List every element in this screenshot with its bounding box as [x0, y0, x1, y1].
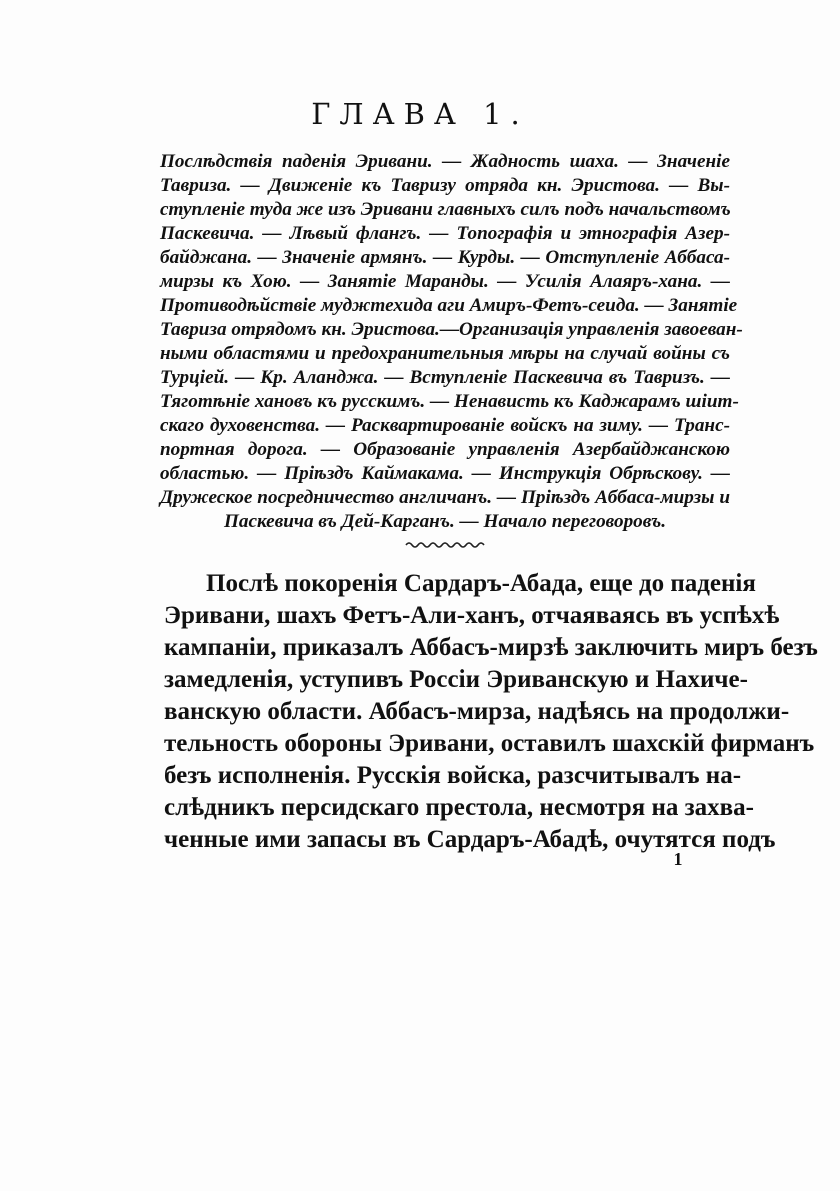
summary-line: Турціей. — Кр. Аланджа. — Вступленіе Паскевича въ Тавризъ. —: [160, 367, 730, 388]
summary-line: Паскевича въ Дей-Карганъ. — Начало переговоровъ.: [223, 511, 666, 532]
body-line: кампаніи, приказалъ Аббасъ-мирзѣ заключить миръ безъ: [164, 634, 818, 661]
body-line: Эривани, шахъ Фетъ-Али-ханъ, отчаяваясь въ успѣхѣ: [164, 602, 780, 629]
summary-line: портная дорога. — Образованіе управленія Азербайджанскою: [160, 439, 730, 460]
body-text: [164, 568, 818, 856]
summary-line: Послѣдствія паденія Эривани. — Жадность шаха. — Значеніе: [160, 151, 730, 172]
chapter-summary: [160, 150, 743, 534]
body-line: тельность обороны Эривани, оставилъ шахскій фирманъ: [164, 730, 815, 757]
body-line: ванскую области. Аббасъ-мирза, надѣясь на продолжи-: [164, 698, 790, 725]
page-number: 1: [673, 849, 683, 869]
summary-line: ступленіе туда же изъ Эривани главныхъ силъ подъ начальствомъ: [160, 199, 731, 220]
ornament-divider: [404, 538, 486, 552]
body-line: замедленія, уступивъ Россіи Эриванскую и Нахиче-: [164, 666, 748, 693]
summary-line: ными областями и предохранительныя мѣры на случай войны съ: [160, 343, 730, 364]
summary-line: Тяготѣніе хановъ къ русскимъ. — Ненависть къ Каджарамъ шіит-: [160, 391, 739, 412]
summary-line: байджана. — Значеніе армянъ. — Курды. — Отступленіе Аббаса-: [160, 247, 730, 268]
chapter-title: ГЛАВА 1.: [311, 97, 529, 131]
summary-line: скаго духовенства. — Расквартированіе войскъ на зиму. — Транс-: [160, 415, 730, 436]
summary-line: Тавриза отрядомъ кн. Эристова.—Организація управленія завоеван-: [160, 319, 743, 340]
summary-line: мирзы къ Хою. — Занятіе Маранды. — Усилія Алаяръ-хана. —: [160, 271, 730, 292]
body-line: слѣдникъ персидскаго престола, несмотря на захва-: [164, 794, 754, 821]
body-line: ченные ими запасы въ Сардаръ-Абадѣ, очутятся подъ: [164, 826, 776, 853]
body-line: безъ исполненія. Русскія войска, разсчитывалъ на-: [164, 762, 742, 789]
body-line: Послѣ покоренія Сардаръ-Абада, еще до паденія: [206, 570, 756, 597]
summary-line: Тавриза. — Движеніе къ Тавризу отряда кн. Эристова. — Вы-: [160, 175, 730, 196]
summary-line: Противодѣйствіе муджтехида аги Амиръ-Фетъ-сеида. — Занятіе: [160, 295, 738, 316]
summary-line: Дружеское посредничество англичанъ. — Пріѣздъ Аббаса-мирзы и: [160, 487, 730, 508]
summary-line: Паскевича. — Лѣвый флангъ. — Топографія и этнографія Азер-: [160, 223, 730, 244]
summary-line: областью. — Пріѣздъ Каймакама. — Инструкція Обрѣскову. —: [160, 463, 730, 484]
